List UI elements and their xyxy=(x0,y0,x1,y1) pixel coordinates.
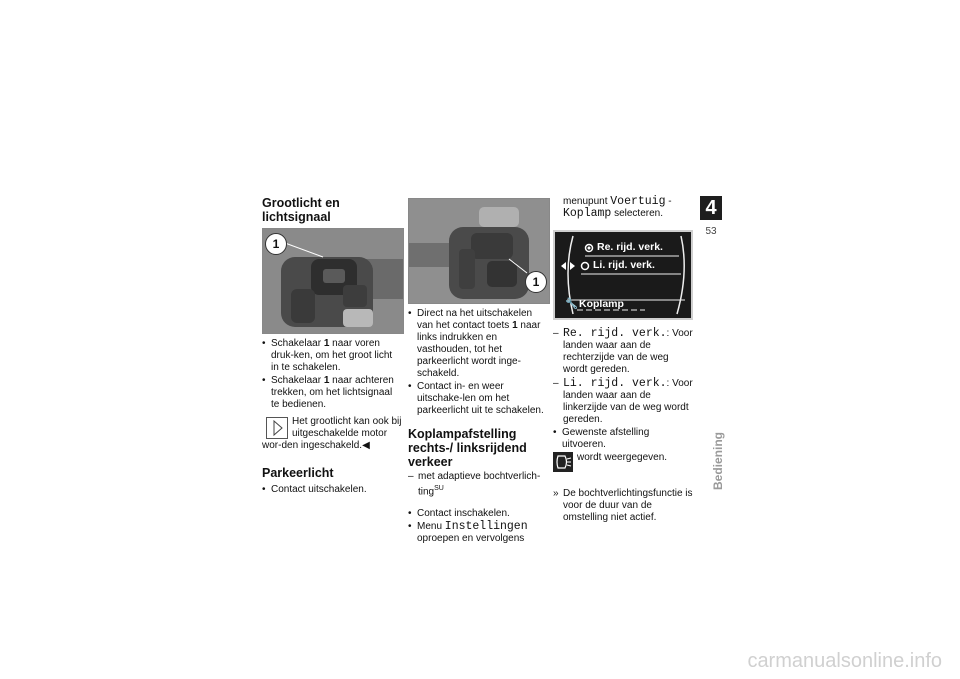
note-triangle-icon xyxy=(266,417,288,439)
page-number: 53 xyxy=(705,226,717,237)
heading-grootlicht: Grootlicht en lichtsignaal xyxy=(262,196,340,224)
instruction-list xyxy=(408,508,548,545)
list-item: • Contact in- en weer uitschake-len om het parkeerlicht uit te schakelen. xyxy=(408,381,548,417)
chapter-title-vertical: Bediening xyxy=(711,431,725,490)
handlebar-switch-photo-left xyxy=(262,228,404,334)
column-2 xyxy=(408,196,548,546)
instruction-list xyxy=(262,484,402,496)
instruction-list xyxy=(408,308,548,417)
indicator-line xyxy=(553,452,693,476)
list-item: • Schakelaar 1 naar voren druk-ken, om het groot licht in te schakelen. xyxy=(262,338,402,374)
list-item: • Schakelaar 1 naar achteren trekken, om het lichtsignaal te bedienen. xyxy=(262,375,402,411)
option-description: – Li. rijd. verk.: Voor landen waar aan de linkerzijde van de weg wordt gereden. xyxy=(553,378,693,426)
list-item: • Menu Instellingen oproepen en vervolgens xyxy=(408,521,548,545)
chapter-sidebar xyxy=(700,196,725,496)
heading-parkeerlicht: Parkeerlicht xyxy=(262,466,334,480)
indicator-text: wordt weergegeven. xyxy=(577,452,668,463)
menu-option-right-hand-traffic: Re. rijd. verk. xyxy=(597,241,663,253)
list-item: • Contact uitschakelen. xyxy=(262,484,402,496)
option-description: – Re. rijd. verk.: Voor landen waar aan de rechterzijde van de weg wordt gereden. xyxy=(553,328,693,376)
callout-number: 1 xyxy=(525,271,547,293)
callout-number: 1 xyxy=(265,233,287,255)
result-note: » De bochtverlichtingsfunctie is voor de duur van de omstelling niet actief. xyxy=(553,488,693,524)
instruction-list xyxy=(262,338,402,411)
equipment-note: – met adaptieve bochtverlich-ting$^{SU}$ xyxy=(408,471,548,498)
note-block xyxy=(262,416,402,452)
end-marker-icon: ◀ xyxy=(362,440,370,451)
list-item: • Contact inschakelen. xyxy=(408,508,548,520)
list-item: • Direct na het uitschakelen van het contact toets 1 naar links indrukken en vasthouden, tot het parkeerlicht wordt inge-schakeld. xyxy=(408,308,548,380)
handlebar-switch-photo-right xyxy=(408,198,550,304)
menu-path-text: menupunt Voertuig - Koplamp selecteren. xyxy=(563,195,672,220)
instruction-list xyxy=(553,427,693,451)
tft-display-screenshot xyxy=(553,230,693,320)
headlight-indicator-icon xyxy=(553,452,573,472)
watermark: carmanualsonline.info xyxy=(747,650,942,672)
menu-footer-label: Koplamp xyxy=(579,298,624,310)
heading-koplampafstelling: Koplampafstelling rechts-/ linksrijdend verkeer xyxy=(408,427,527,469)
column-1 xyxy=(262,196,402,497)
column-3 xyxy=(553,196,693,524)
list-item: • Gewenste afstelling uitvoeren. xyxy=(553,427,693,451)
menu-option-left-hand-traffic: Li. rijd. verk. xyxy=(593,259,655,271)
chapter-number: 4 xyxy=(700,196,722,220)
wrench-icon: 🔧 xyxy=(565,298,579,310)
note-text: Het grootlicht kan ook bij uitgeschakelde motor wor-den ingeschakeld. xyxy=(262,416,402,451)
